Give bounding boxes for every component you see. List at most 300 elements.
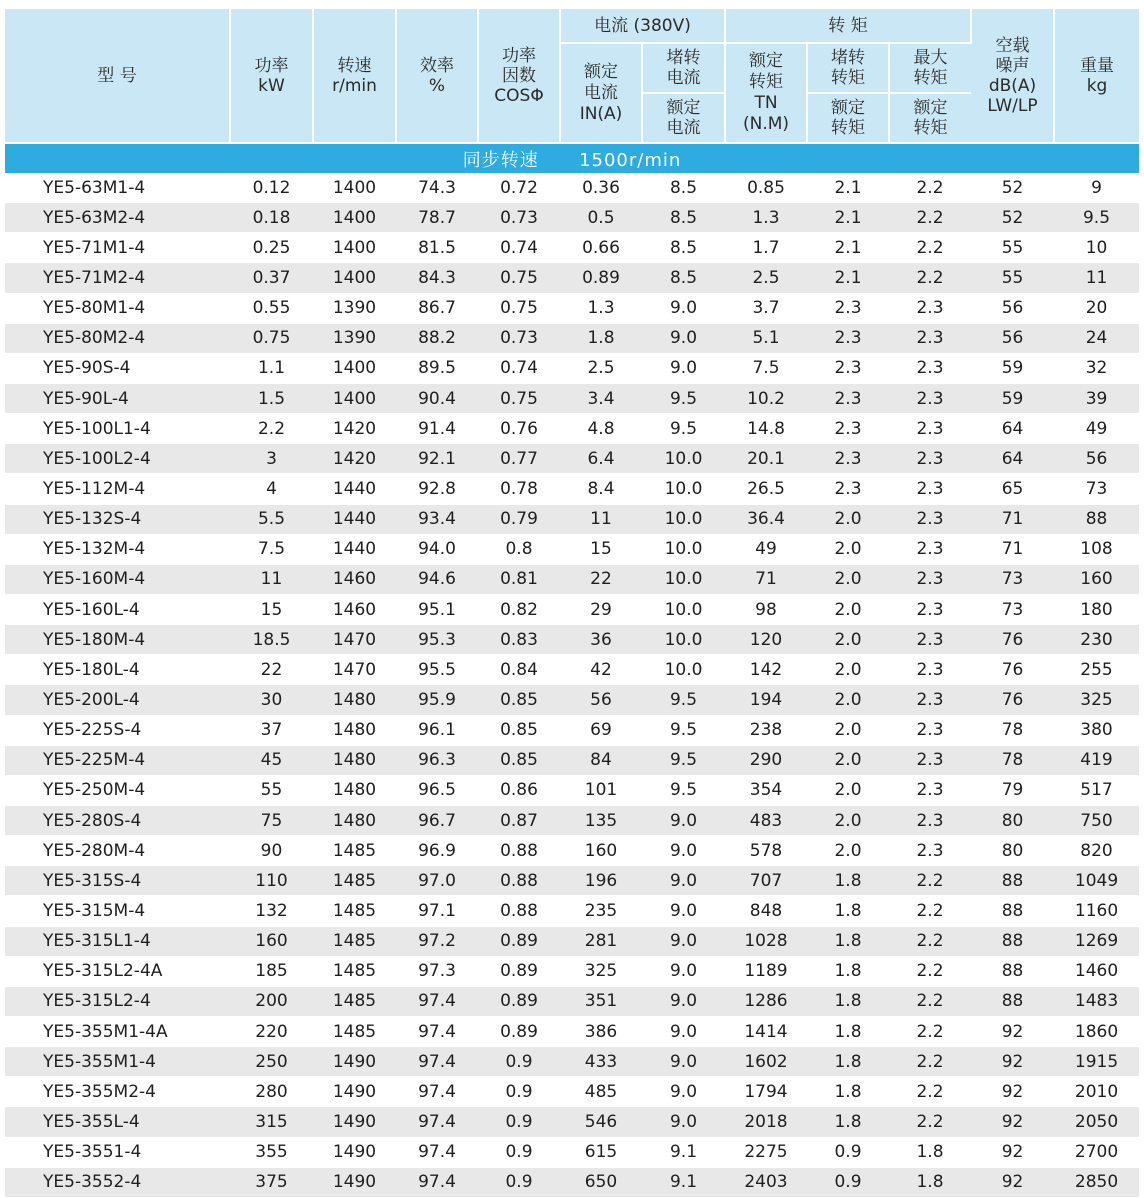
table-row	[5, 926, 1139, 956]
cell-power: 0.25	[230, 233, 313, 263]
cell-locked-current-ratio: 9.0	[642, 1047, 725, 1077]
table-row	[5, 745, 1139, 775]
cell-model: YE5-3551-4	[5, 1137, 230, 1167]
cell-weight: 49	[1054, 414, 1139, 444]
cell-power-factor: 0.79	[478, 504, 560, 534]
cell-rated-current: 4.8	[560, 414, 642, 444]
cell-model: YE5-80M2-4	[5, 323, 230, 353]
cell-locked-current-ratio: 10.0	[642, 504, 725, 534]
cell-max-torque-ratio: 2.2	[889, 896, 971, 926]
cell-weight: 160	[1054, 564, 1139, 594]
cell-speed: 1390	[313, 323, 396, 353]
cell-max-torque-ratio: 2.3	[889, 383, 971, 413]
table-row	[5, 715, 1139, 745]
table-row	[5, 1167, 1139, 1197]
cell-locked-torque-ratio: 1.8	[807, 1047, 889, 1077]
cell-speed: 1400	[313, 233, 396, 263]
cell-weight: 88	[1054, 504, 1139, 534]
cell-efficiency: 97.4	[396, 1167, 478, 1197]
cell-max-torque-ratio: 2.3	[889, 414, 971, 444]
cell-weight: 230	[1054, 625, 1139, 655]
cell-rated-current: 135	[560, 805, 642, 835]
cell-max-torque-ratio: 2.3	[889, 775, 971, 805]
table-row	[5, 866, 1139, 896]
cell-power: 5.5	[230, 504, 313, 534]
cell-speed: 1400	[313, 383, 396, 413]
cell-efficiency: 97.1	[396, 896, 478, 926]
cell-locked-current-ratio: 9.0	[642, 866, 725, 896]
cell-power-factor: 0.72	[478, 173, 560, 203]
cell-speed: 1470	[313, 625, 396, 655]
cell-speed: 1420	[313, 444, 396, 474]
cell-locked-torque-ratio: 2.0	[807, 775, 889, 805]
col-header-efficiency: 效率 %	[396, 9, 478, 143]
cell-power-factor: 0.74	[478, 233, 560, 263]
cell-locked-torque-ratio: 1.8	[807, 866, 889, 896]
cell-model: YE5-315L2-4	[5, 986, 230, 1016]
cell-locked-current-ratio: 10.0	[642, 534, 725, 564]
cell-power-factor: 0.87	[478, 805, 560, 835]
cell-speed: 1485	[313, 956, 396, 986]
cell-power: 280	[230, 1077, 313, 1107]
table-row	[5, 1077, 1139, 1107]
cell-max-torque-ratio: 2.3	[889, 594, 971, 624]
cell-max-torque-ratio: 2.3	[889, 353, 971, 383]
cell-noise: 52	[971, 203, 1054, 233]
table-row	[5, 685, 1139, 715]
cell-rated-torque: 1286	[725, 986, 807, 1016]
cell-max-torque-ratio: 2.3	[889, 715, 971, 745]
cell-locked-torque-ratio: 2.0	[807, 534, 889, 564]
cell-efficiency: 97.4	[396, 1047, 478, 1077]
table-row	[5, 1016, 1139, 1046]
cell-power: 4	[230, 474, 313, 504]
cell-power: 90	[230, 836, 313, 866]
cell-locked-torque-ratio: 2.3	[807, 444, 889, 474]
cell-weight: 56	[1054, 444, 1139, 474]
cell-rated-current: 1.8	[560, 323, 642, 353]
cell-locked-current-ratio: 10.0	[642, 655, 725, 685]
table-row	[5, 1107, 1139, 1137]
cell-power-factor: 0.89	[478, 926, 560, 956]
cell-speed: 1470	[313, 655, 396, 685]
cell-power-factor: 0.89	[478, 1016, 560, 1046]
cell-locked-current-ratio: 8.5	[642, 173, 725, 203]
cell-weight: 24	[1054, 323, 1139, 353]
cell-locked-torque-ratio: 0.9	[807, 1167, 889, 1197]
cell-locked-current-ratio: 10.0	[642, 474, 725, 504]
cell-efficiency: 86.7	[396, 293, 478, 323]
cell-rated-current: 0.66	[560, 233, 642, 263]
cell-efficiency: 97.4	[396, 1107, 478, 1137]
cell-weight: 1049	[1054, 866, 1139, 896]
cell-noise: 73	[971, 594, 1054, 624]
cell-power: 110	[230, 866, 313, 896]
cell-power: 22	[230, 655, 313, 685]
cell-efficiency: 97.3	[396, 956, 478, 986]
cell-noise: 56	[971, 323, 1054, 353]
cell-power-factor: 0.84	[478, 655, 560, 685]
cell-speed: 1490	[313, 1047, 396, 1077]
cell-model: YE5-280M-4	[5, 836, 230, 866]
cell-power-factor: 0.83	[478, 625, 560, 655]
table-row	[5, 504, 1139, 534]
cell-noise: 92	[971, 1137, 1054, 1167]
cell-rated-current: 69	[560, 715, 642, 745]
cell-locked-torque-ratio: 1.8	[807, 1077, 889, 1107]
cell-locked-current-ratio: 8.5	[642, 263, 725, 293]
col-header-max-torque-top: 最大 转矩	[889, 43, 971, 93]
cell-max-torque-ratio: 2.3	[889, 504, 971, 534]
cell-power-factor: 0.76	[478, 414, 560, 444]
cell-model: YE5-315S-4	[5, 866, 230, 896]
cell-max-torque-ratio: 2.2	[889, 1047, 971, 1077]
cell-max-torque-ratio: 2.2	[889, 926, 971, 956]
cell-rated-current: 650	[560, 1167, 642, 1197]
cell-locked-torque-ratio: 2.1	[807, 173, 889, 203]
cell-rated-torque: 290	[725, 745, 807, 775]
cell-rated-torque: 2403	[725, 1167, 807, 1197]
cell-locked-current-ratio: 9.0	[642, 805, 725, 835]
cell-weight: 1269	[1054, 926, 1139, 956]
table-row	[5, 1047, 1139, 1077]
cell-rated-torque: 71	[725, 564, 807, 594]
spec-table-container	[5, 9, 1139, 1198]
cell-locked-current-ratio: 8.5	[642, 203, 725, 233]
table-row	[5, 625, 1139, 655]
cell-rated-current: 485	[560, 1077, 642, 1107]
cell-locked-current-ratio: 9.5	[642, 775, 725, 805]
cell-rated-current: 8.4	[560, 474, 642, 504]
cell-noise: 92	[971, 1077, 1054, 1107]
cell-efficiency: 89.5	[396, 353, 478, 383]
cell-power-factor: 0.9	[478, 1077, 560, 1107]
table-row	[5, 564, 1139, 594]
table-row	[5, 353, 1139, 383]
cell-max-torque-ratio: 2.3	[889, 564, 971, 594]
cell-noise: 65	[971, 474, 1054, 504]
cell-power-factor: 0.88	[478, 866, 560, 896]
cell-efficiency: 97.4	[396, 986, 478, 1016]
cell-rated-current: 325	[560, 956, 642, 986]
table-row	[5, 173, 1139, 203]
cell-locked-current-ratio: 9.5	[642, 414, 725, 444]
section-label	[5, 143, 1139, 173]
cell-model: YE5-180L-4	[5, 655, 230, 685]
cell-power-factor: 0.85	[478, 745, 560, 775]
cell-power-factor: 0.85	[478, 715, 560, 745]
cell-noise: 78	[971, 715, 1054, 745]
cell-rated-torque: 2275	[725, 1137, 807, 1167]
cell-rated-torque: 14.8	[725, 414, 807, 444]
col-header-speed: 转速 r/min	[313, 9, 396, 143]
cell-locked-torque-ratio: 2.0	[807, 594, 889, 624]
cell-weight: 1460	[1054, 956, 1139, 986]
cell-noise: 80	[971, 805, 1054, 835]
cell-efficiency: 84.3	[396, 263, 478, 293]
motor-spec-table	[5, 9, 1139, 1198]
cell-max-torque-ratio: 2.2	[889, 233, 971, 263]
cell-speed: 1480	[313, 685, 396, 715]
cell-model: YE5-280S-4	[5, 805, 230, 835]
col-header-model: 型 号	[5, 9, 230, 143]
cell-power: 185	[230, 956, 313, 986]
cell-power-factor: 0.86	[478, 775, 560, 805]
table-row	[5, 1137, 1139, 1167]
cell-rated-torque: 10.2	[725, 383, 807, 413]
cell-model: YE5-250M-4	[5, 775, 230, 805]
cell-model: YE5-100L1-4	[5, 414, 230, 444]
table-row	[5, 956, 1139, 986]
cell-max-torque-ratio: 2.2	[889, 986, 971, 1016]
table-row	[5, 534, 1139, 564]
cell-speed: 1485	[313, 866, 396, 896]
cell-rated-current: 56	[560, 685, 642, 715]
cell-rated-torque: 98	[725, 594, 807, 624]
cell-efficiency: 97.4	[396, 1016, 478, 1046]
cell-rated-torque: 120	[725, 625, 807, 655]
cell-locked-current-ratio: 9.0	[642, 926, 725, 956]
section-speed-text: 1500r/min	[579, 149, 682, 171]
cell-rated-torque: 7.5	[725, 353, 807, 383]
cell-locked-torque-ratio: 1.8	[807, 1016, 889, 1046]
cell-max-torque-ratio: 2.2	[889, 1077, 971, 1107]
cell-noise: 88	[971, 866, 1054, 896]
cell-rated-current: 0.36	[560, 173, 642, 203]
cell-locked-torque-ratio: 2.0	[807, 685, 889, 715]
cell-model: YE5-225M-4	[5, 745, 230, 775]
cell-locked-current-ratio: 9.0	[642, 1107, 725, 1137]
col-group-torque: 转 矩	[725, 9, 971, 43]
cell-noise: 80	[971, 836, 1054, 866]
table-row	[5, 263, 1139, 293]
cell-rated-current: 386	[560, 1016, 642, 1046]
cell-model: YE5-160M-4	[5, 564, 230, 594]
cell-locked-current-ratio: 9.0	[642, 896, 725, 926]
cell-model: YE5-63M2-4	[5, 203, 230, 233]
cell-max-torque-ratio: 2.2	[889, 203, 971, 233]
cell-locked-current-ratio: 9.0	[642, 836, 725, 866]
cell-model: YE5-100L2-4	[5, 444, 230, 474]
cell-locked-current-ratio: 9.0	[642, 956, 725, 986]
cell-speed: 1485	[313, 926, 396, 956]
cell-max-torque-ratio: 2.2	[889, 866, 971, 896]
cell-speed: 1400	[313, 353, 396, 383]
cell-locked-torque-ratio: 2.0	[807, 564, 889, 594]
cell-rated-torque: 1.7	[725, 233, 807, 263]
table-row	[5, 444, 1139, 474]
cell-locked-torque-ratio: 2.3	[807, 383, 889, 413]
cell-noise: 88	[971, 926, 1054, 956]
cell-locked-torque-ratio: 2.1	[807, 263, 889, 293]
cell-rated-torque: 49	[725, 534, 807, 564]
col-header-noise: 空载 噪声 dB(A) LW/LP	[971, 9, 1054, 143]
cell-speed: 1420	[313, 414, 396, 444]
cell-rated-torque: 2018	[725, 1107, 807, 1137]
cell-max-torque-ratio: 2.3	[889, 534, 971, 564]
cell-weight: 1483	[1054, 986, 1139, 1016]
cell-power: 1.5	[230, 383, 313, 413]
cell-max-torque-ratio: 2.3	[889, 805, 971, 835]
cell-rated-current: 15	[560, 534, 642, 564]
cell-rated-current: 1.3	[560, 293, 642, 323]
cell-noise: 88	[971, 956, 1054, 986]
cell-model: YE5-355M1-4A	[5, 1016, 230, 1046]
cell-locked-torque-ratio: 2.1	[807, 203, 889, 233]
cell-rated-current: 433	[560, 1047, 642, 1077]
table-row	[5, 836, 1139, 866]
cell-efficiency: 97.4	[396, 1077, 478, 1107]
cell-power: 15	[230, 594, 313, 624]
cell-power: 11	[230, 564, 313, 594]
cell-speed: 1400	[313, 263, 396, 293]
cell-rated-current: 0.5	[560, 203, 642, 233]
cell-model: YE5-355M1-4	[5, 1047, 230, 1077]
cell-max-torque-ratio: 2.3	[889, 323, 971, 353]
cell-model: YE5-315L2-4A	[5, 956, 230, 986]
cell-power: 0.55	[230, 293, 313, 323]
cell-efficiency: 94.0	[396, 534, 478, 564]
cell-noise: 79	[971, 775, 1054, 805]
cell-weight: 9	[1054, 173, 1139, 203]
cell-locked-torque-ratio: 2.3	[807, 353, 889, 383]
cell-efficiency: 74.3	[396, 173, 478, 203]
cell-locked-torque-ratio: 0.9	[807, 1137, 889, 1167]
cell-rated-torque: 1602	[725, 1047, 807, 1077]
table-row	[5, 896, 1139, 926]
cell-locked-current-ratio: 9.5	[642, 745, 725, 775]
cell-power: 2.2	[230, 414, 313, 444]
cell-power: 0.12	[230, 173, 313, 203]
cell-efficiency: 96.5	[396, 775, 478, 805]
cell-rated-torque: 578	[725, 836, 807, 866]
cell-rated-torque: 1414	[725, 1016, 807, 1046]
table-row	[5, 655, 1139, 685]
cell-noise: 88	[971, 986, 1054, 1016]
cell-speed: 1490	[313, 1137, 396, 1167]
cell-power-factor: 0.75	[478, 383, 560, 413]
cell-locked-current-ratio: 10.0	[642, 625, 725, 655]
cell-model: YE5-225S-4	[5, 715, 230, 745]
cell-power-factor: 0.77	[478, 444, 560, 474]
cell-power-factor: 0.88	[478, 836, 560, 866]
cell-noise: 78	[971, 745, 1054, 775]
table-row	[5, 233, 1139, 263]
cell-max-torque-ratio: 2.3	[889, 685, 971, 715]
cell-efficiency: 97.2	[396, 926, 478, 956]
cell-locked-current-ratio: 9.5	[642, 383, 725, 413]
cell-model: YE5-355L-4	[5, 1107, 230, 1137]
cell-noise: 55	[971, 233, 1054, 263]
cell-power: 30	[230, 685, 313, 715]
section-label-text: 同步转速	[462, 149, 539, 171]
cell-model: YE5-71M2-4	[5, 263, 230, 293]
cell-power: 220	[230, 1016, 313, 1046]
cell-rated-torque: 142	[725, 655, 807, 685]
cell-locked-torque-ratio: 2.0	[807, 625, 889, 655]
cell-locked-torque-ratio: 2.0	[807, 745, 889, 775]
cell-noise: 64	[971, 414, 1054, 444]
cell-noise: 56	[971, 293, 1054, 323]
cell-speed: 1480	[313, 715, 396, 745]
cell-power-factor: 0.73	[478, 203, 560, 233]
col-header-weight: 重量 kg	[1054, 9, 1139, 143]
cell-max-torque-ratio: 2.3	[889, 293, 971, 323]
cell-rated-current: 36	[560, 625, 642, 655]
cell-power-factor: 0.88	[478, 896, 560, 926]
cell-max-torque-ratio: 1.8	[889, 1167, 971, 1197]
cell-efficiency: 92.1	[396, 444, 478, 474]
cell-power: 250	[230, 1047, 313, 1077]
cell-weight: 9.5	[1054, 203, 1139, 233]
cell-rated-current: 235	[560, 896, 642, 926]
cell-locked-current-ratio: 9.0	[642, 353, 725, 383]
cell-locked-torque-ratio: 1.8	[807, 1107, 889, 1137]
cell-power: 0.37	[230, 263, 313, 293]
cell-model: YE5-3552-4	[5, 1167, 230, 1197]
cell-power-factor: 0.9	[478, 1137, 560, 1167]
cell-weight: 325	[1054, 685, 1139, 715]
cell-model: YE5-355M2-4	[5, 1077, 230, 1107]
cell-efficiency: 95.9	[396, 685, 478, 715]
cell-power: 132	[230, 896, 313, 926]
cell-locked-torque-ratio: 2.3	[807, 323, 889, 353]
cell-efficiency: 95.3	[396, 625, 478, 655]
cell-model: YE5-200L-4	[5, 685, 230, 715]
cell-power-factor: 0.89	[478, 986, 560, 1016]
cell-efficiency: 96.9	[396, 836, 478, 866]
cell-noise: 88	[971, 896, 1054, 926]
cell-efficiency: 97.4	[396, 1137, 478, 1167]
cell-locked-current-ratio: 9.1	[642, 1167, 725, 1197]
cell-efficiency: 94.6	[396, 564, 478, 594]
cell-speed: 1390	[313, 293, 396, 323]
cell-power: 55	[230, 775, 313, 805]
cell-efficiency: 95.1	[396, 594, 478, 624]
table-row	[5, 293, 1139, 323]
cell-speed: 1480	[313, 745, 396, 775]
cell-locked-torque-ratio: 2.0	[807, 504, 889, 534]
cell-locked-current-ratio: 9.0	[642, 293, 725, 323]
cell-model: YE5-160L-4	[5, 594, 230, 624]
cell-locked-torque-ratio: 2.3	[807, 293, 889, 323]
cell-locked-torque-ratio: 2.0	[807, 836, 889, 866]
cell-speed: 1485	[313, 1016, 396, 1046]
cell-noise: 59	[971, 353, 1054, 383]
table-row	[5, 383, 1139, 413]
cell-weight: 73	[1054, 474, 1139, 504]
table-header	[5, 9, 1139, 143]
cell-weight: 180	[1054, 594, 1139, 624]
cell-power-factor: 0.89	[478, 956, 560, 986]
cell-noise: 73	[971, 564, 1054, 594]
cell-rated-torque: 0.85	[725, 173, 807, 203]
cell-speed: 1440	[313, 504, 396, 534]
cell-locked-current-ratio: 10.0	[642, 444, 725, 474]
cell-speed: 1460	[313, 564, 396, 594]
cell-weight: 419	[1054, 745, 1139, 775]
cell-weight: 2010	[1054, 1077, 1139, 1107]
cell-locked-current-ratio: 9.0	[642, 323, 725, 353]
cell-rated-current: 351	[560, 986, 642, 1016]
cell-rated-torque: 848	[725, 896, 807, 926]
cell-max-torque-ratio: 2.3	[889, 444, 971, 474]
cell-weight: 2700	[1054, 1137, 1139, 1167]
cell-efficiency: 88.2	[396, 323, 478, 353]
cell-locked-torque-ratio: 2.0	[807, 655, 889, 685]
cell-power-factor: 0.73	[478, 323, 560, 353]
cell-weight: 10	[1054, 233, 1139, 263]
